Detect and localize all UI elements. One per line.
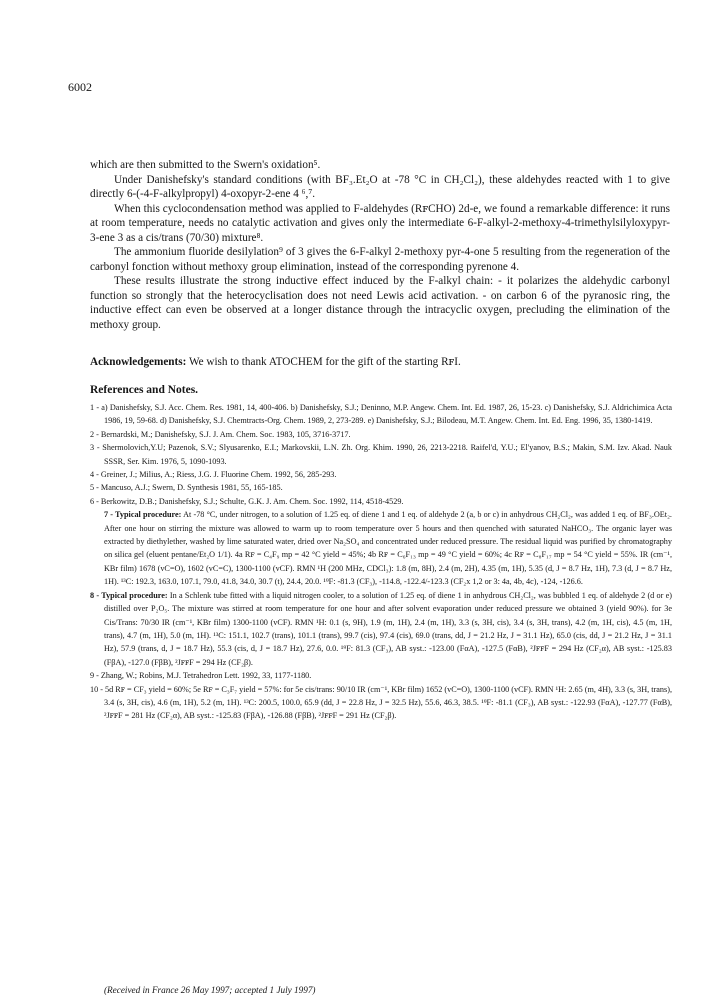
note-lead: 7 - Typical procedure: xyxy=(104,510,182,520)
acknowledgements-text: We wish to thank ATOCHEM for the gift of the starting RꜰI. xyxy=(186,356,461,368)
reference-item: 2 - Bernardski, M.; Danishefsky, S.J. J. Am. Chem. Soc. 1983, 105, 3716-3717. xyxy=(90,429,351,439)
article-body xyxy=(90,158,670,332)
reference-item: 3 - Shermolovich,Y.U; Pazenok, S.V.; Slyusarenko, E.I.; Markovskii, L.N. Zh. Org. Khim. 1990, 26, 2213-2218. Raifel'd, Y.U.; El'yanov, B.S.; Makin, S.M. Izv. Akad. Nauk SSSR, Ser. Kim. 1976, 5, 1090-1093. xyxy=(90,443,672,466)
paragraph: which are then submitted to the Swern's oxidation⁵. xyxy=(90,159,321,171)
reference-item: 9 - Zhang, W.; Robins, M.J. Tetrahedron Lett. 1992, 33, 1177-1180. xyxy=(90,671,312,681)
references-heading: References and Notes. xyxy=(90,384,199,396)
paragraph: When this cyclocondensation method was applied to F-aldehydes (RꜰCHO) 2d-e, we found a remarkable difference: it runs at room temperature, needs no catalytic activation and gives only the intermediate 6-F-alkyl-2-methoxy-4-trimethylsilyloxypyr-3-ene 3 as a cis/trans (70/30) mixture⁸. xyxy=(90,202,670,244)
reference-item: 5 - Mancuso, A.J.; Swern, D. Synthesis 1981, 55, 165-185. xyxy=(90,483,283,493)
reference-item: 4 - Greiner, J.; Milius, A.; Riess, J.G. J. Fluorine Chem. 1992, 56, 285-293. xyxy=(90,470,337,480)
references-list xyxy=(90,401,672,723)
paragraph: These results illustrate the strong inductive effect induced by the F-alkyl chain: - it polarizes the aldehydic carbonyl function so strongly that the heterocyclisation does not need Lewis acid activation. - on carbon 6 of the pyranosic ring, the inductive effect can even be observed at a longer distance through the intracyclic oxygen, precluding the elimination of the methoxy group. xyxy=(90,275,670,331)
received-line: (Received in France 26 May 1997; accepted 1 July 1997) xyxy=(104,985,316,995)
note-lead: 8 - Typical procedure: xyxy=(90,590,168,600)
reference-item: 10 - 5d Rꜰ = CF₃ yield = 60%; 5e Rꜰ = C₃F₇ yield = 57%: for 5e cis/trans: 90/10 IR (cm⁻¹, KBr film) 1652 (vC=O), 1300-1100 (vCF). RMN ¹H: 2.65 (m, 4H), 3.3 (s, 3H, trans), 3.4 (s, 3H, cis), 4.6 (m, 1H), 5.2 (m, 1H). ¹³C: 200.5, 100.0, 65.9 (dd, J = 22.8 Hz, J = 32.5 Hz), 55.6, 46.3, 38.5. ¹⁹F: -81.1 (CF₃), AB syst.: -122.93 (FαA), -127.77 (FαB), ²JꜰꜰF = 281 Hz (CF₂α), AB syst.: -125.83 (FβA), -126.88 (FβB), ²JꜰꜰF = 291 Hz (CF₂β). xyxy=(90,684,672,721)
page-number: 6002 xyxy=(68,80,92,94)
paragraph: Under Danishefsky's standard conditions (with BF₃.Et₂O at -78 °C in CH₂Cl₂), these aldehydes reacted with 1 to give directly 6-(-4-F-alkylpropyl) 4-oxopyr-2-ene 4 ⁶,⁷. xyxy=(90,173,670,200)
acknowledgements xyxy=(90,355,670,369)
acknowledgements-label: Acknowledgements: xyxy=(90,356,187,368)
note-text: In a Schlenk tube fitted with a liquid nitrogen cooler, to a solution of 1.25 eq. of diene 1 in anhydrous CH₂Cl₂, was bubbled 1 eq. of aldehyde 2 (d or e) distilled over P₂O₅. The mixture was stirred at room temperature for one hour and after solvent evaporation under reduced pressure we obtained 3 (yield 90%). for 3e Cis/Trans: 70/30 IR (cm⁻¹, KBr film) 1300-1100 (vCF). RMN ¹H: 0.1 (s, 9H), 1.9 (m, 1H), 2.4 (m, 1H), 3.3 (s, 3H, cis), 3.4 (s, 3H, trans), 4.2 (m, 1H, cis), 4.5 (m, 1H, trans), 4.7 (m, 1H), 5.0 (m, 1H). ¹³C: 151.1, 102.7 (trans), 101.1 (trans), 99.7 (cis), 97.4 (cis), 69.0 (trans, dd, J = 21.2 Hz, J = 31.1 Hz), 65.0 (cis, dd, J = 21.2 Hz, J = 31.1 Hz), 57.9 (trans, d, J = 18.7 Hz), 55.3 (cis, d, J = 18.7 Hz), 27.6, 0.0. ¹⁹F: 81.3 (CF₃), AB syst.: -123.00 (FαA), -127.5 (FαB), ²JꜰꜰF = 294 Hz (CF₂α), AB syst.: -125.83 (FβA), -127.0 (FβB), ²JꜰꜰF = 294 Hz (CF₂β). xyxy=(104,590,672,667)
reference-item: 6 - Berkowitz, D.B.; Danishefsky, S.J.; Schulte, G.K. J. Am. Chem. Soc. 1992, 114, 4518-4529. xyxy=(90,496,404,506)
reference-note-7 xyxy=(90,508,672,588)
paragraph: The ammonium fluoride desilylation⁹ of 3 gives the 6-F-alkyl 2-methoxy pyr-4-one 5 resulting from the regeneration of the carbonyl fonction without methoxy group elimination, instead of the corresponding pyrenone 4. xyxy=(90,246,670,273)
reference-note-8 xyxy=(90,589,672,669)
note-text: At -78 °C, under nitrogen, to a solution of 1.25 eq. of diene 1 and 1 eq. of aldehyde 2 (a, b or c) in anhydrous CH₂Cl₂, was added 1 eq. of BF₃.OEt₂. After one hour on stirring the mixture was allowed to warm up to room temperature over 5 hours and then quenched with saturated NaHCO₃. The organic layer was extracted by diethylether, washed by lime saturated water, dried over Na₂SO₄ and concentrated under reduced pressure. The residual liquid was purified by chromatography on silica gel (eluent pentane/Et₂O 1/1). 4a Rꜰ = C₄F₉ mp = 42 °C yield = 45%; 4b Rꜰ = C₆F₁₃ mp = 49 °C yield = 60%; 4c Rꜰ = C₈F₁₇ mp = 54 °C yield = 55%. IR (cm⁻¹, KBr film) 1678 (vC=O), 1602 (vC=C), 1300-1100 (vCF). RMN ¹H (200 MHz, CDCl₃): 1.8 (m, 8H), 2.4 (m, 2H), 4.35 (m, 1H), 5.35 (d, J = 8.7 Hz, 1H), 7.3 (d, J = 8.7 Hz, 1H). ¹³C: 192.3, 163.0, 107.1, 79.0, 41.8, 34.0, 30.7 (t), 24.4, 20.0. ¹⁹F: -81.3 (CF₃), -114.8, -122.4/-123.3 (CF₂x 1,2 or 3: 4a, 4b, 4c), -124, -126.6. xyxy=(104,510,672,587)
reference-item: 1 - a) Danishefsky, S.J. Acc. Chem. Res. 1981, 14, 400-406. b) Danishefsky, S.J.; Deninno, M.P. Angew. Chem. Int. Ed. 1987, 26, 15-23. c) Danishefsky, S.J. Aldrichimica Acta 1986, 19, 59-68. d) Danishefsky, S.J. Chemtracts-Org. Chem. 1989, 2, 273-289. e) Danishefsky, S.J.; Bilodeau, M.T. Angew. Chem. Int. Ed. Eng. 1996, 35, 1380-1419. xyxy=(90,403,672,426)
